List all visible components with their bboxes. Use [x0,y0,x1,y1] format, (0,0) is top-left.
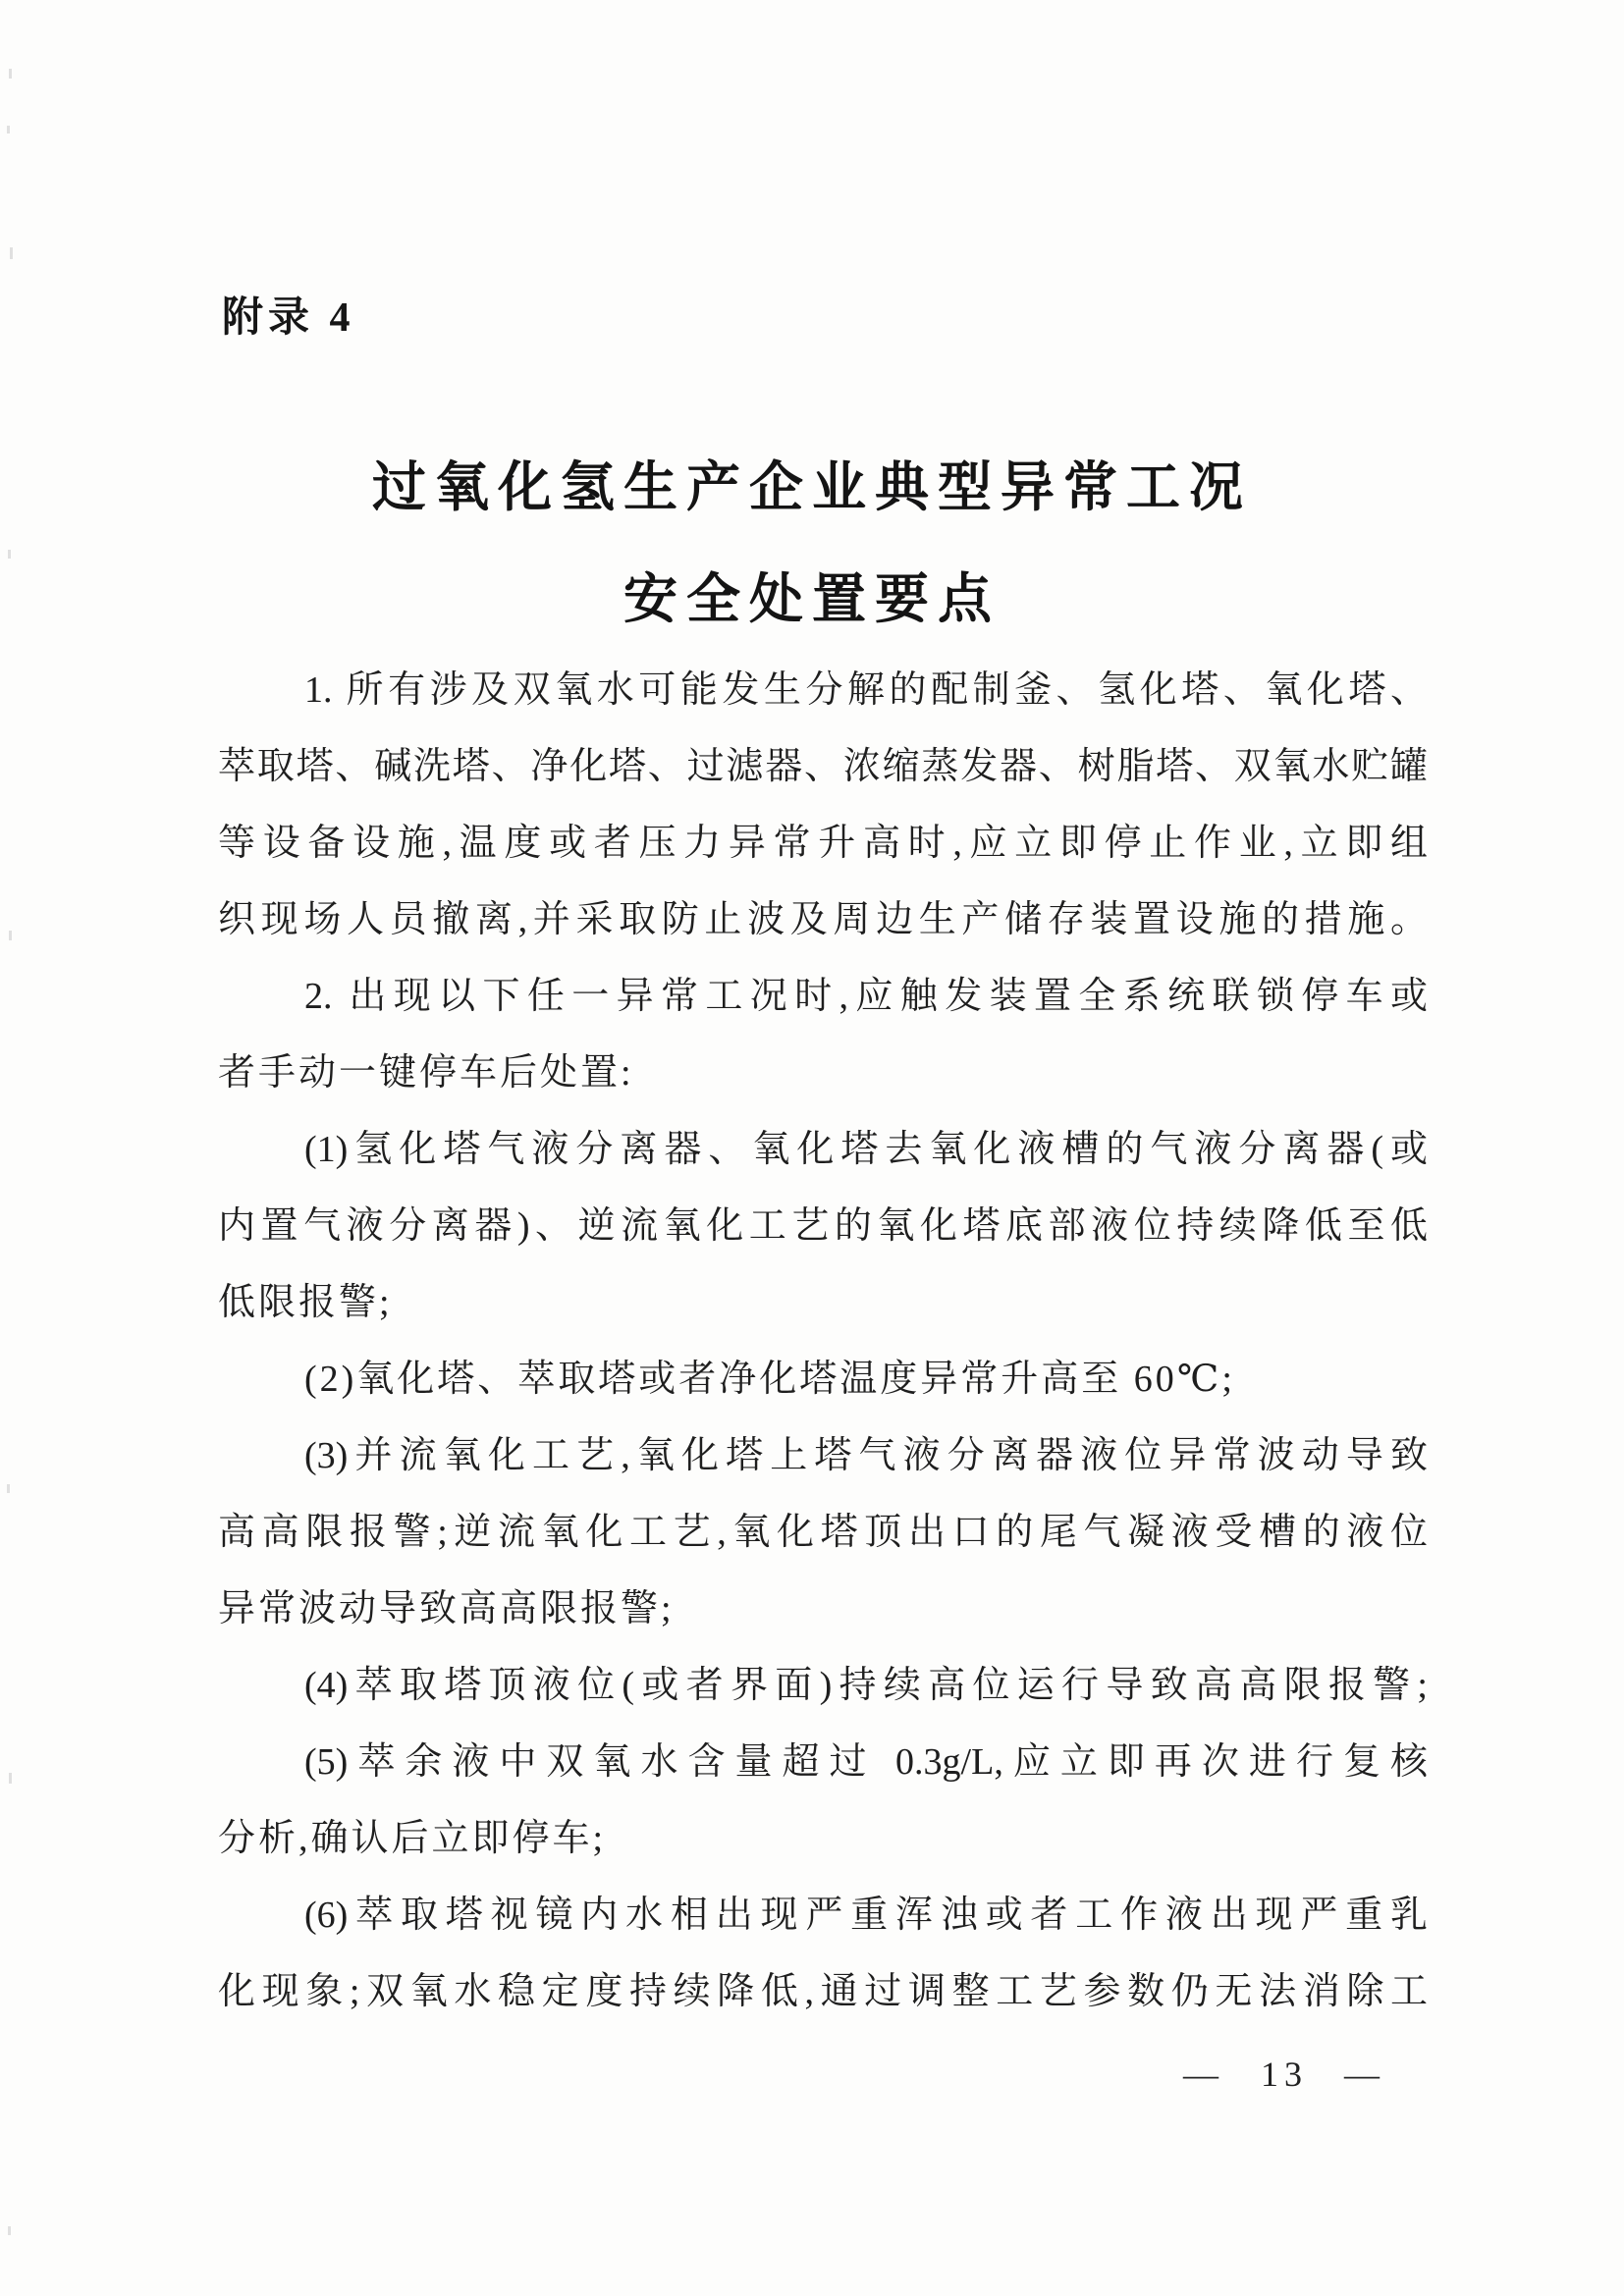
body-line: 等设备设施,温度或者压力异常升高时,应立即停止作业,立即组 [218,823,1428,864]
body-line: (2)氧化塔、萃取塔或者净化塔温度异常升高至 60℃; [304,1359,1235,1400]
body-line: 织现场人员撤离,并采取防止波及周边生产储存装置设施的措施。 [218,899,1428,940]
scan-artifact [9,69,12,79]
scan-artifact [7,126,10,133]
body-line: 内置气液分离器)、逆流氧化工艺的氧化塔底部液位持续降低至低 [218,1205,1428,1247]
body-line: (4)萃取塔顶液位(或者界面)持续高位运行导致高高限报警; [304,1665,1428,1706]
page-title-line-2: 安全处置要点 [623,569,1001,629]
body-line: 2. 出现以下任一异常工况时,应触发装置全系统联锁停车或 [304,976,1428,1017]
scan-artifact [9,931,12,940]
body-line: 异常波动导致高高限报警; [218,1588,675,1629]
body-line: 低限报警; [218,1282,393,1323]
body-text [218,652,1428,2030]
page-title-line-1: 过氧化氢生产企业典型异常工况 [371,457,1252,517]
scan-artifact [10,247,13,259]
body-line: 1. 所有涉及双氧水可能发生分解的配制釜、氢化塔、氧化塔、 [304,669,1428,711]
scan-artifact [7,1484,10,1493]
body-line: (1)氢化塔气液分离器、氧化塔去氧化液槽的气液分离器(或 [304,1129,1428,1170]
body-line: (3)并流氧化工艺,氧化塔上塔气液分离器液位异常波动导致 [304,1435,1428,1476]
body-line: 高高限报警;逆流氧化工艺,氧化塔顶出口的尾气凝液受槽的液位 [218,1512,1428,1553]
scan-artifact [9,1773,12,1784]
body-line: (5)萃余液中双氧水含量超过 0.3g/L,应立即再次进行复核 [304,1741,1428,1783]
body-line: 萃取塔、碱洗塔、净化塔、过滤器、浓缩蒸发器、树脂塔、双氧水贮罐 [218,746,1428,787]
body-line: 者手动一键停车后处置: [218,1052,634,1094]
appendix-label: 附录 4 [222,295,355,341]
body-line: 分析,确认后立即停车; [218,1818,607,1859]
body-line: 化现象;双氧水稳定度持续降低,通过调整工艺参数仍无法消除工 [218,1971,1428,2012]
body-line: (6)萃取塔视镜内水相出现严重浑浊或者工作液出现严重乳 [304,1895,1428,1936]
page-number: — 13 — [1183,2055,1385,2094]
scan-artifact [8,2226,11,2235]
